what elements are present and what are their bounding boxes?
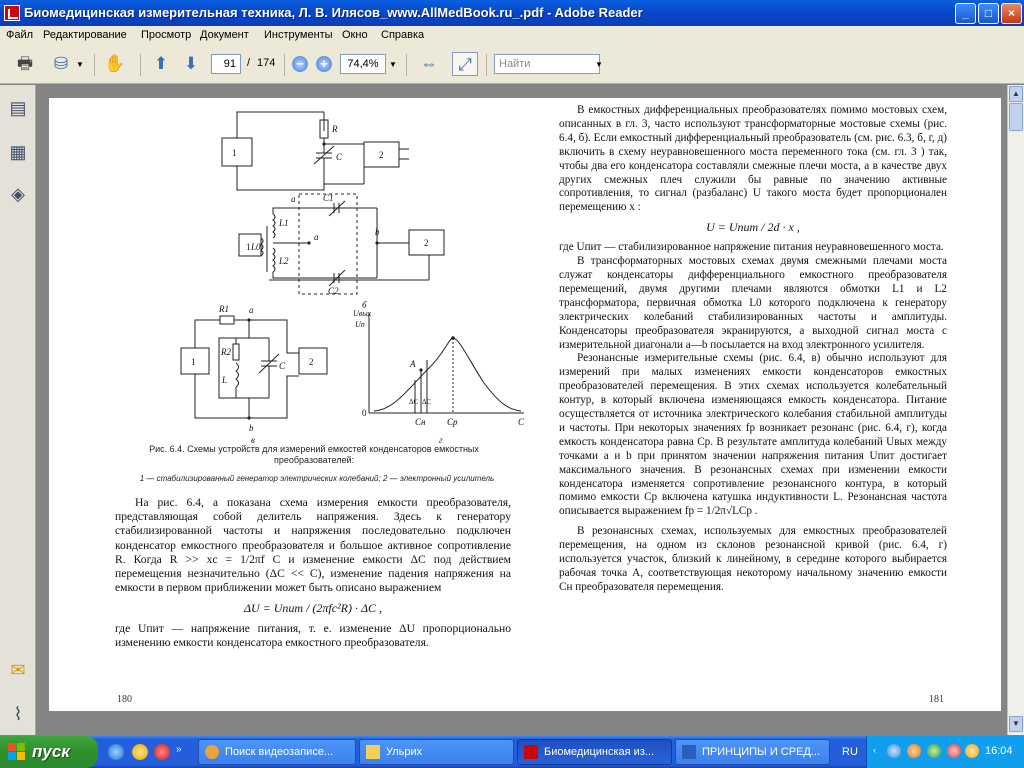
menu-edit[interactable]: Редактирование xyxy=(43,29,127,41)
collaborate-icon[interactable]: ⛁ xyxy=(53,54,69,73)
fig-xaxis-c: C xyxy=(518,417,525,427)
menu-document[interactable]: Документ xyxy=(200,29,249,41)
tray-volume-icon[interactable] xyxy=(907,744,921,758)
chrome-icon xyxy=(205,745,219,759)
fig-sub-a: а xyxy=(291,194,296,204)
zoom-dropdown-icon[interactable]: ▼ xyxy=(389,60,397,69)
fig-label-l2: L2 xyxy=(279,256,289,266)
fig-block1-b: 1 xyxy=(246,242,251,252)
tray-expand-icon[interactable]: ‹ xyxy=(873,745,876,755)
left-paragraph-after: где Uпит — напряжение питания, т. е. изменение ΔU пропорционально изменению емкости конденсатора емкостного преобразователя. xyxy=(115,621,511,649)
menu-view[interactable]: Просмотр xyxy=(141,29,192,41)
fig-dc-2: ΔC xyxy=(422,398,432,406)
start-button[interactable] xyxy=(0,736,98,768)
fit-page-icon[interactable]: ⤢ xyxy=(452,52,478,76)
document-area xyxy=(37,85,1007,735)
menu-window[interactable]: Окно xyxy=(342,29,368,41)
page-number-right: 181 xyxy=(929,694,944,705)
menu-file[interactable]: Файл xyxy=(6,29,34,41)
fig-label-c2: C2 xyxy=(328,286,339,296)
find-dropdown-icon[interactable]: ▼ xyxy=(595,60,603,69)
layers-icon[interactable]: ◈ xyxy=(11,184,25,204)
page-number-left: 180 xyxy=(117,694,132,705)
menu-tools[interactable]: Инструменты xyxy=(264,29,333,41)
maximize-button[interactable]: □ xyxy=(978,3,999,24)
fig-sub-g: г xyxy=(439,435,443,443)
right-paragraph: В емкостных дифференциальных преобразователях помимо мостовых схем, описанных в гл. 3, часто используют трансформаторные мостовые схемы (рис. 6.4, б). Если емкостный дифференциальный преобразователь (см. рис. 6.3, б, г, д) включить в схему неуравновешенного моста переменного тока (см. гл. 3 ) так, чтобы два его конденсатора составляли смежные плечи моста, а в качестве двух других смежных плеч служили бы равные по значению активные сопротивления, то сигнал (разбаланс) U такого моста будет пропорционален перемещению x : xyxy=(559,104,947,214)
pdf-page xyxy=(49,98,1001,711)
tray-opera-icon[interactable] xyxy=(947,744,961,758)
zoom-input[interactable]: 74,4% xyxy=(340,54,386,74)
right-paragraph-after-1: где Uпит — стабилизированное напряжение питания неуравновешенного моста. xyxy=(559,241,944,254)
language-indicator[interactable]: RU xyxy=(842,746,858,758)
quicklaunch-browser-icon[interactable] xyxy=(132,744,148,760)
scroll-thumb[interactable] xyxy=(1009,103,1023,131)
fig-label-r: R xyxy=(332,124,338,134)
page-separator: / xyxy=(247,57,251,69)
find-input[interactable]: Найти xyxy=(494,54,600,74)
tray-antivirus-icon[interactable] xyxy=(927,744,941,758)
fig-label-c: C xyxy=(336,152,343,162)
menu-help[interactable]: Справка xyxy=(381,29,425,41)
fig-block2-b: 2 xyxy=(424,238,429,248)
scroll-up-icon[interactable]: ▲ xyxy=(1009,86,1023,102)
tray-network-icon[interactable] xyxy=(887,744,901,758)
zoom-in-icon[interactable]: + xyxy=(316,56,332,72)
attachments-icon[interactable]: ▦ xyxy=(9,142,27,162)
page-total: 174 xyxy=(257,57,276,69)
fig-label-l0: L0 xyxy=(251,242,261,252)
previous-page-icon[interactable]: ⬆ xyxy=(153,54,169,73)
next-page-icon[interactable]: ⬇ xyxy=(183,54,199,73)
fig-sub-v: в xyxy=(251,435,255,443)
tray-updates-icon[interactable] xyxy=(965,744,979,758)
fig-block2-v: 2 xyxy=(309,357,314,367)
opera-icon[interactable] xyxy=(154,744,170,760)
fig-point-b2: b xyxy=(249,423,254,433)
task-adobe-reader[interactable] xyxy=(517,739,672,765)
menu-bar xyxy=(0,26,1024,46)
vertical-scrollbar[interactable] xyxy=(1007,85,1024,735)
title-bar xyxy=(0,0,1024,26)
right-paragraph-after-4: В резонансных схемах, используемых для емкостных преобразователей перемещения, на одном из склонов резонансной кривой (рис. 6.4, г) используется участок, близкий к линейному, в середине которого выбирается рабочая точка A, соответствующая некоторому начальному значению емкости Cн преобразователя перемещения. xyxy=(559,525,947,593)
task-label: Биомедицинская из... xyxy=(544,746,655,758)
fig-point-b: b xyxy=(375,227,380,237)
system-tray xyxy=(866,736,1024,768)
fig-label-c1: C1 xyxy=(323,193,334,203)
fig-origin: 0 xyxy=(362,408,367,418)
fit-width-icon[interactable]: ⇔ xyxy=(420,54,438,73)
figure-caption: Рис. 6.4. Схемы устройств для измерений емкостей конденсаторов емкостных преобразователей: xyxy=(149,444,479,465)
close-button[interactable]: × xyxy=(1001,3,1022,24)
navigation-pane xyxy=(0,85,36,735)
toolbar xyxy=(0,46,1024,84)
left-paragraph: На рис. 6.4, а показана схема измерения емкости преобразователя, представляющая собой делитель напряжения. Здесь к генератору стабилизированной частоты и напряжения последовательно подключен конденсатор емкостного преобразователя и большое активное сопротивление R. Когда R >> xc = 1/2πf C и изменение емкости ΔC под действием перемещения незначительно (ΔC << C), изменение падения напряжения на емкости в первом приближении может быть описано выражением xyxy=(115,496,511,595)
task-label: Поиск видеозаписе... xyxy=(225,746,334,758)
taskbar xyxy=(0,736,1024,768)
pages-icon[interactable]: ▤ xyxy=(9,98,27,118)
task-word-doc[interactable] xyxy=(675,739,830,765)
fig-label-cn: Cн xyxy=(415,417,426,427)
task-browser-search[interactable] xyxy=(198,739,356,765)
task-label: Ульрих xyxy=(386,746,423,758)
right-formula: U = Uпит / 2d · x , xyxy=(706,220,800,235)
fig-block2-a: 2 xyxy=(379,150,384,160)
task-label: ПРИНЦИПЫ И СРЕД... xyxy=(702,746,821,758)
right-paragraph-after-2: В трансформаторных мостовых схемах двумя смежными плечами моста служат конденсаторы дифференциального емкостного преобразователя перемещений, двумя другими плечами являются обмотки L1 и L2 трансформатора, первичная обмотка L0 которого подключена к генератору электрических колебаний стабилизированных частоты и амплитуды. Конденсаторы преобразователя экранируются, а выходной сигнал моста с измерительной диагонали а—b посылается на вход электронного усилителя. xyxy=(559,255,947,351)
comments-icon[interactable]: ✉ xyxy=(10,660,26,680)
right-column-text xyxy=(559,104,947,595)
attachment-clip-icon[interactable]: ⌇ xyxy=(13,704,23,724)
page-number-input[interactable]: 91 xyxy=(211,54,241,74)
show-desktop-icon[interactable] xyxy=(108,744,124,760)
adobe-reader-icon xyxy=(4,5,20,21)
fig-point-a: a xyxy=(314,232,319,242)
quicklaunch-more-icon[interactable]: » xyxy=(176,744,182,755)
fig-sub-b: б xyxy=(362,300,367,310)
minimize-button[interactable]: _ xyxy=(955,3,976,24)
right-paragraph-after-3: Резонансные измерительные схемы (рис. 6.4, в) обычно используют для измерений при малых изменениях емкости конденсаторов емкостных преобразователей перемещения. В этих схемах используется колебательный контур, в который включена изменяющаяся емкость конденсатора. Питание осуществляется от источника электрического колебания стабильной амплитуды и частоты. При некоторых значениях fр возникает резонанс (рис. 6.4, г), когда емкость конденсатора равна Cр. В результате амплитуда колебаний Uвых между точками а и b при принятом значении напряжения питания Uпит достигает максимального значения. В резонансных схемах при изменении емкости конденсатора изменяется сопротивление резонансного контура, в который помимо емкости Cр включена катушка индуктивности L. Резонансная частота описывается выражением fр = 1/2π√LCр . xyxy=(559,352,947,518)
task-folder-ulrich[interactable] xyxy=(359,739,514,765)
fig-label-l1: L1 xyxy=(279,218,289,228)
left-formula: ΔU = Uпит / (2πfc²R) · ΔC , xyxy=(243,601,383,616)
dropdown-arrow-icon[interactable]: ▼ xyxy=(76,60,84,69)
figure-legend: 1 — стабилизированный генератор электрических колебаний; 2 — электронный усилитель xyxy=(139,474,495,483)
print-icon[interactable]: 🖶 xyxy=(16,54,34,73)
word-icon xyxy=(682,745,696,759)
left-column-text xyxy=(115,496,511,650)
windows-logo-icon xyxy=(8,743,26,761)
window-title: Биомедицинская измерительная техника, Л. В. Илясов_www.AllMedBook.ru_.pdf - Adobe Reader xyxy=(24,5,643,20)
fig-label-r2: R2 xyxy=(221,347,231,357)
folder-icon xyxy=(366,745,380,759)
fig-block1-a: 1 xyxy=(232,148,237,158)
fig-dc-1: ΔC xyxy=(409,398,419,406)
fig-label-cp: Cр xyxy=(447,417,458,427)
fig-point-A: A xyxy=(410,359,416,369)
fig-block1-v: 1 xyxy=(191,357,196,367)
scroll-down-icon[interactable]: ▼ xyxy=(1009,716,1023,732)
clock[interactable]: 16:04 xyxy=(985,745,1013,757)
hand-icon[interactable]: ✋ xyxy=(104,54,126,73)
fig-point-a2: a xyxy=(249,305,254,315)
pdf-icon xyxy=(524,745,538,759)
figure-6-4 xyxy=(109,98,569,443)
zoom-out-icon[interactable]: − xyxy=(292,56,308,72)
fig-label-cv: C xyxy=(279,361,286,371)
fig-yaxis-top: Uвых xyxy=(353,309,372,318)
fig-label-r1: R1 xyxy=(219,304,229,314)
fig-yaxis-bot: Uп xyxy=(355,320,365,329)
start-label: пуск xyxy=(32,742,70,761)
fig-label-l: L xyxy=(222,375,228,385)
